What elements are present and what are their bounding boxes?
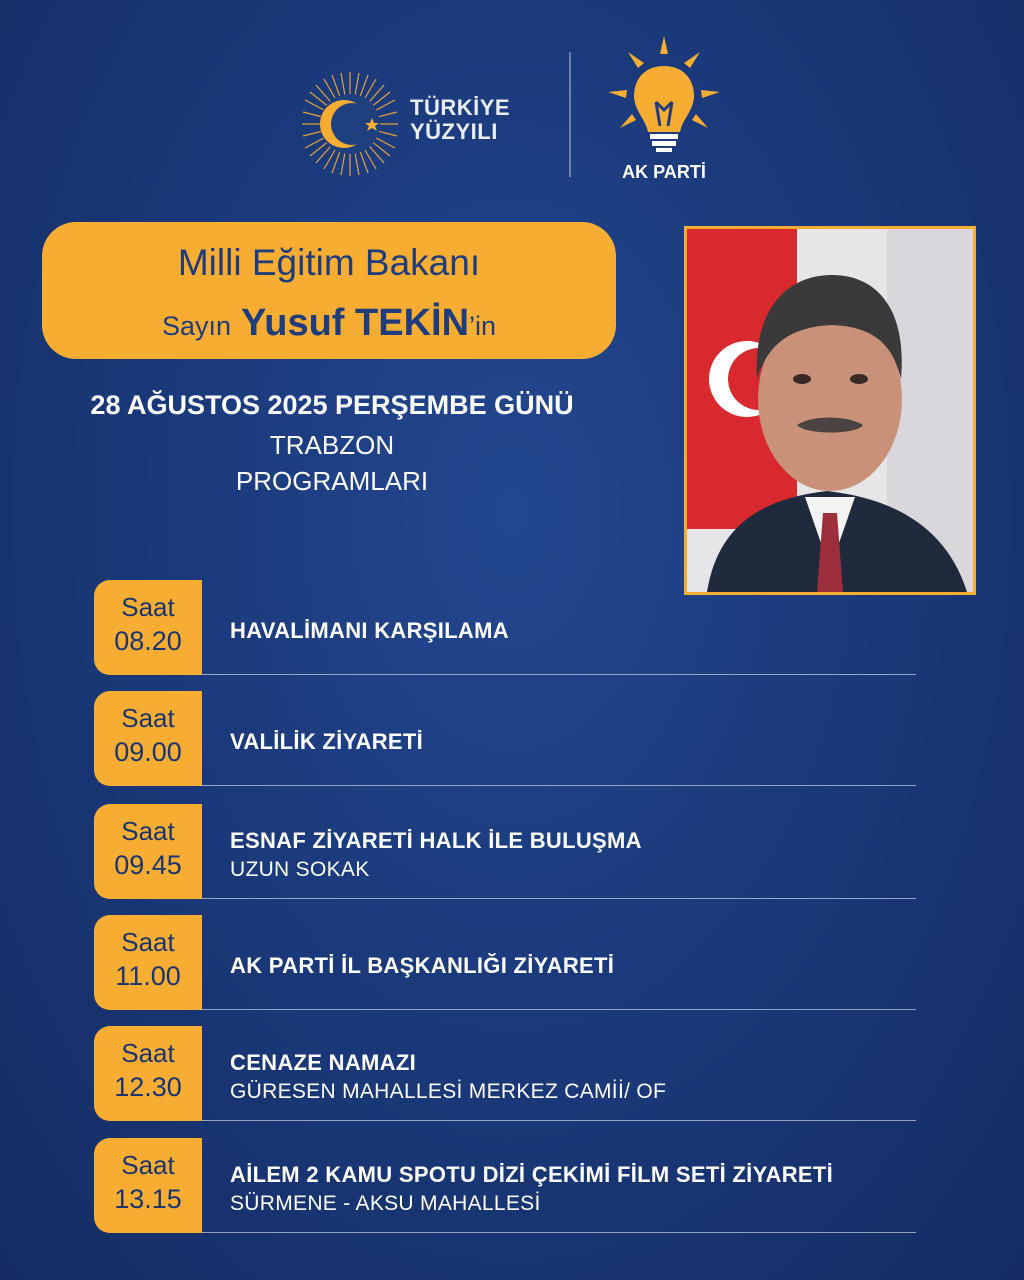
event-title: AİLEM 2 KAMU SPOTU DİZİ ÇEKİMİ FİLM SETİ ZİYARETİ (230, 1162, 834, 1187)
time-badge (94, 915, 202, 1010)
schedule-row-2 (94, 691, 916, 786)
schedule-row-6 (94, 1138, 916, 1233)
title-name-line (42, 302, 616, 345)
time-badge (94, 691, 202, 786)
time-label: Saat (121, 816, 175, 846)
time-badge (94, 580, 202, 675)
event-title: AK PARTİ İL BAŞKANLIĞI ZİYARETİ (230, 953, 615, 978)
event-title: ESNAF ZİYARETİ HALK İLE BULUŞMA (230, 828, 642, 853)
turkiye-yuzyili-text (410, 96, 510, 144)
minister-portrait (684, 226, 976, 595)
title-prefix: Sayın (161, 311, 231, 341)
time-badge (94, 1026, 202, 1121)
event-location: SÜRMENE - AKSU MAHALLESİ (230, 1192, 541, 1215)
ak-parti-bulb-icon (604, 36, 724, 166)
row-divider (202, 898, 916, 899)
ak-parti-text: AK PARTİ (622, 162, 706, 182)
schedule-row-4 (94, 915, 916, 1010)
time-value: 09.00 (114, 737, 182, 767)
header-divider (569, 52, 571, 177)
title-role: Milli Eğitim Bakanı (177, 242, 481, 283)
title-name: Yusuf TEKİN (241, 302, 470, 344)
event-title: VALİLİK ZİYARETİ (230, 729, 424, 754)
event-title: HAVALİMANI KARŞILAMA (230, 618, 509, 643)
programs-label: PROGRAMLARI (235, 466, 429, 496)
logo-text-line2: YÜZYILI (410, 119, 498, 144)
time-label: Saat (121, 592, 175, 622)
schedule-row-3 (94, 804, 916, 899)
event-location: GÜRESEN MAHALLESİ MERKEZ CAMİİ/ OF (230, 1080, 667, 1103)
event-location: UZUN SOKAK (230, 858, 370, 881)
time-label: Saat (121, 1038, 175, 1068)
row-divider (202, 1120, 916, 1121)
time-value: 09.45 (114, 850, 182, 880)
time-value: 08.20 (114, 626, 182, 656)
time-label: Saat (121, 703, 175, 733)
event-date: 28 AĞUSTOS 2025 PERŞEMBE GÜNÜ (90, 390, 574, 420)
row-divider (202, 1232, 916, 1233)
time-label: Saat (121, 927, 175, 957)
time-badge (94, 1138, 202, 1233)
time-value: 13.15 (114, 1184, 182, 1214)
title-banner (42, 222, 616, 359)
time-value: 11.00 (115, 961, 181, 991)
event-city: TRABZON (269, 430, 395, 460)
title-suffix: ’in (469, 311, 497, 341)
row-divider (202, 785, 916, 786)
row-divider (202, 674, 916, 675)
time-value: 12.30 (114, 1072, 182, 1102)
schedule-row-1 (94, 580, 916, 675)
time-badge (94, 804, 202, 899)
row-divider (202, 1009, 916, 1010)
time-label: Saat (121, 1150, 175, 1180)
event-title: CENAZE NAMAZI (230, 1050, 417, 1075)
schedule-row-5 (94, 1026, 916, 1121)
turkiye-yuzyili-logo (300, 68, 400, 180)
logo-text-line1: TÜRKİYE (410, 95, 511, 120)
